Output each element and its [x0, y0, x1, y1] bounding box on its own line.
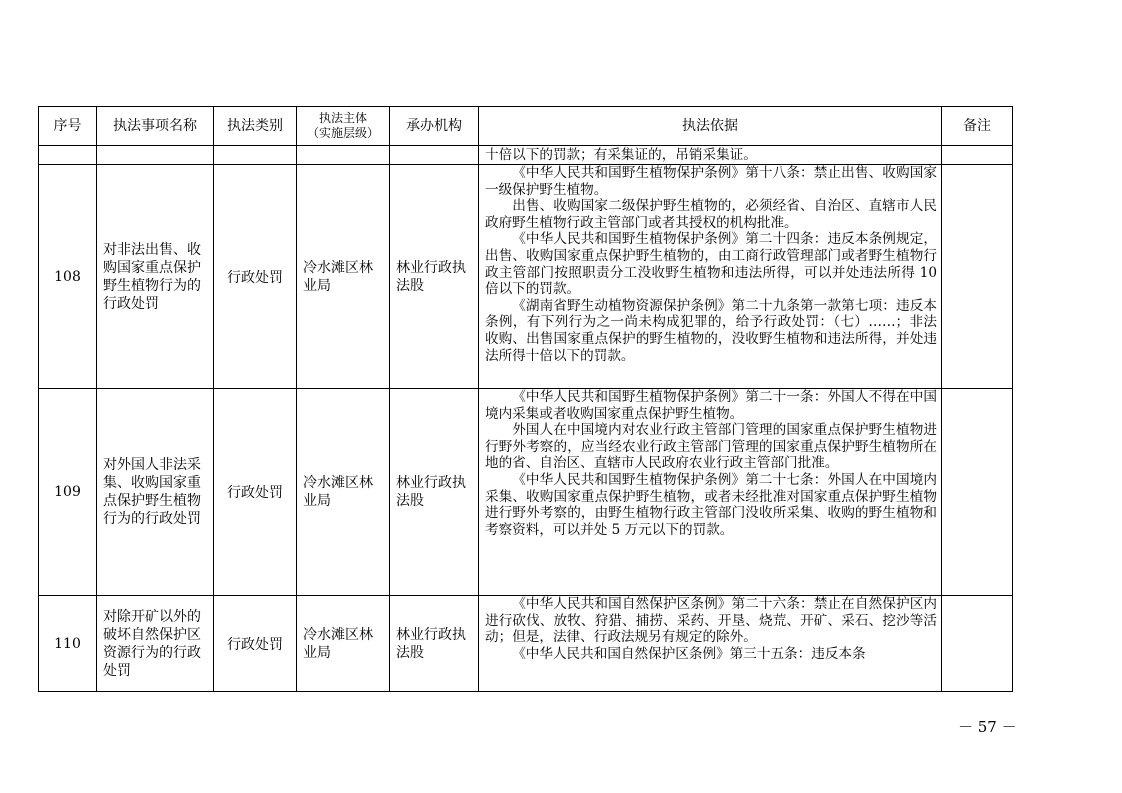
row-basis: [479, 165, 942, 389]
row-seq: 109: [39, 389, 97, 596]
header-remarks: 备注: [942, 107, 1013, 146]
basis-paragraph: 《中华人民共和国野生植物保护条例》第二十七条：外国人在中国境内采集、收购国家重点保护野生植物，或者未经批准对国家重点保护野生植物进行野外考察的，由野生植物行政主管部门没收所采集、收购的野生植物和考察资料，可以并处 5 万元以下的罚款。: [485, 471, 937, 538]
header-item-name: 执法事项名称: [97, 107, 214, 146]
header-agency: 承办机构: [390, 107, 479, 146]
row-seq: 110: [39, 596, 97, 692]
header-subject-line1: 执法主体: [318, 111, 367, 125]
basis-paragraph: 《中华人民共和国野生植物保护条例》第二十四条：违反本条例规定，出售、收购国家重点保护野生植物的，由工商行政管理部门或者野生植物行政主管部门按照职责分工没收野生植物和违法所得，可以并处违法所得 10 倍以下的罚款。: [485, 231, 937, 298]
basis-paragraph: 出售、收购国家二级保护野生植物的，必须经省、自治区、直辖市人民政府野生植物行政主管部门或者其授权的机构批准。: [485, 198, 937, 231]
basis-paragraph: 《中华人民共和国野生植物保护条例》第十八条：禁止出售、收购国家一级保护野生植物。: [485, 165, 937, 198]
basis-paragraph: 《中华人民共和国野生植物保护条例》第二十一条：外国人不得在中国境内采集或者收购国家重点保护野生植物。: [485, 389, 937, 422]
table-row: [39, 596, 1013, 692]
row-basis: [479, 596, 942, 692]
row-category: 行政处罚: [214, 596, 297, 692]
header-basis: 执法依据: [479, 107, 942, 146]
enforcement-items-table: [38, 106, 1013, 692]
header-subject-line2: （实施层级）: [306, 126, 379, 140]
row-basis: [479, 389, 942, 596]
row-agency: 林业行政执法股: [390, 165, 479, 389]
basis-paragraph: 《湖南省野生动植物资源保护条例》第二十九条第一款第七项：违反本条例，有下列行为之一尚未构成犯罪的，给予行政处罚：（七）……；非法收购、出售国家重点保护的野生植物的，没收野生植物和违法所得，并处违法所得十倍以下的罚款。: [485, 297, 937, 364]
row-agency: 林业行政执法股: [390, 389, 479, 596]
continuation-basis: 十倍以下的罚款；有采集证的，吊销采集证。: [479, 146, 942, 165]
table-row: [39, 389, 1013, 596]
header-row: [39, 107, 1013, 146]
row-item-name: 对非法出售、收购国家重点保护野生植物行为的行政处罚: [97, 165, 214, 389]
header-seq: 序号: [39, 107, 97, 146]
row-category: 行政处罚: [214, 165, 297, 389]
row-agency: 林业行政执法股: [390, 596, 479, 692]
table-row: [39, 165, 1013, 389]
row-item-name: 对外国人非法采集、收购国家重点保护野生植物行为的行政处罚: [97, 389, 214, 596]
row-subject: 冷水滩区林业局: [297, 389, 390, 596]
header-category: 执法类别: [214, 107, 297, 146]
row-seq: 108: [39, 165, 97, 389]
basis-paragraph: 《中华人民共和国自然保护区条例》第二十六条：禁止在自然保护区内进行砍伐、放牧、狩猎、捕捞、采药、开垦、烧荒、开矿、采石、挖沙等活动；但是，法律、行政法规另有规定的除外。: [485, 596, 937, 646]
row-remarks: [942, 389, 1013, 596]
row-remarks: [942, 165, 1013, 389]
row-subject: 冷水滩区林业局: [297, 596, 390, 692]
basis-paragraph: 《中华人民共和国自然保护区条例》第三十五条：违反本条: [512, 645, 866, 662]
row-item-name: 对除开矿以外的破坏自然保护区资源行为的行政处罚: [97, 596, 214, 692]
row-remarks: [942, 596, 1013, 692]
page-number: － 57 －: [958, 718, 1017, 736]
basis-paragraph: 外国人在中国境内对农业行政主管部门管理的国家重点保护野生植物进行野外考察的，应当经农业行政主管部门管理的国家重点保护野生植物所在地的省、自治区、直辖市人民政府农业行政主管部门批准。: [485, 422, 937, 472]
header-subject: [297, 107, 390, 146]
continuation-row: [39, 146, 1013, 165]
row-category: 行政处罚: [214, 389, 297, 596]
row-subject: 冷水滩区林业局: [297, 165, 390, 389]
